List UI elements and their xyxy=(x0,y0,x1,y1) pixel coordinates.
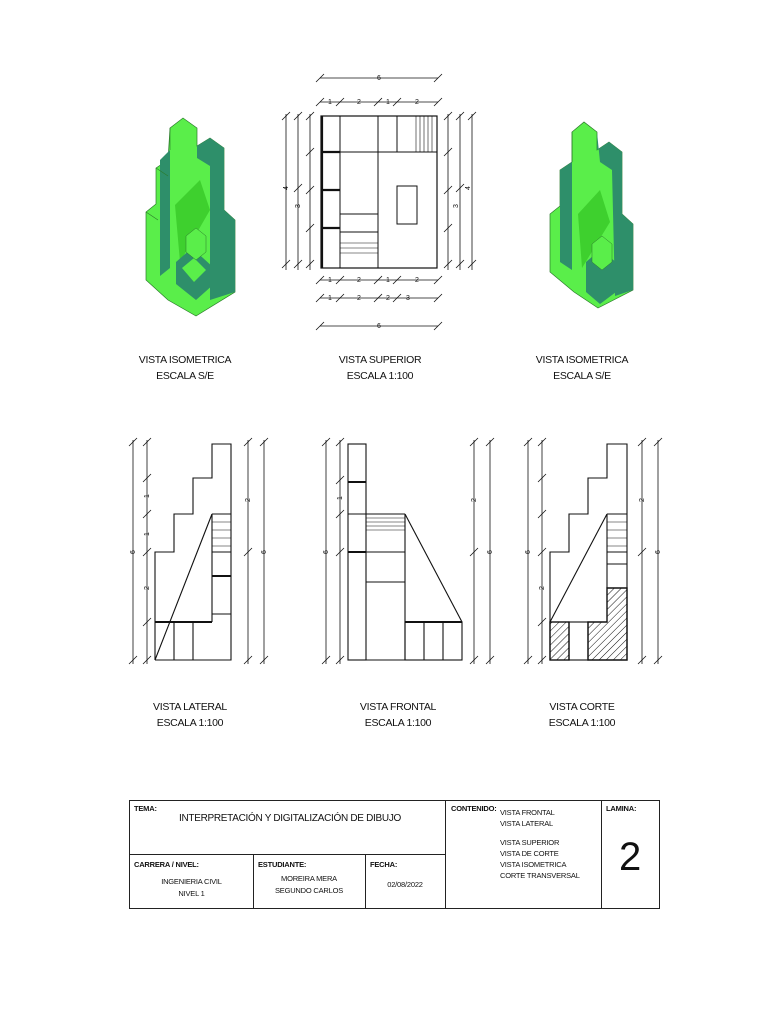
fecha-label: FECHA: xyxy=(370,860,398,869)
contenido-item: VISTA FRONTAL xyxy=(500,808,555,817)
dim-top-upper-1: 1 xyxy=(328,99,332,106)
caption-top-scale: ESCALA 1:100 xyxy=(346,370,414,382)
dim-section-right-total: 6 xyxy=(655,550,662,554)
dim-left-3: 3 xyxy=(295,204,302,208)
caption-front-scale: ESCALA 1:100 xyxy=(364,717,432,729)
lateral-view xyxy=(155,444,231,660)
dim-top-lower-b-3: 2 xyxy=(386,295,390,302)
caption-section-scale: ESCALA 1:100 xyxy=(548,717,616,729)
dim-top-upper-3: 1 xyxy=(386,99,390,106)
dim-right-4: 4 xyxy=(465,186,472,190)
caption-iso-right-title: VISTA ISOMETRICA xyxy=(535,354,629,366)
dim-top-lower-b-1: 1 xyxy=(328,295,332,302)
caption-top-title: VISTA SUPERIOR xyxy=(338,354,422,366)
caption-front xyxy=(343,699,453,731)
title-block xyxy=(129,800,660,909)
nivel-name: NIVEL 1 xyxy=(178,889,205,898)
caption-iso-right xyxy=(527,352,637,384)
tema-value: INTERPRETACIÓN Y DIGITALIZACIÓN DE DIBUJO xyxy=(179,813,401,824)
caption-section-title: VISTA CORTE xyxy=(549,701,615,713)
dim-top-bottom-total: 6 xyxy=(377,323,381,330)
fecha-value: 02/08/2022 xyxy=(387,880,423,889)
dim-lateral-part-3: 1 xyxy=(144,532,151,536)
contenido-label: CONTENIDO: xyxy=(451,804,497,813)
dim-top-upper-4: 2 xyxy=(415,99,419,106)
lamina-label: LAMINA: xyxy=(606,804,637,813)
carrera-label: CARRERA / NIVEL: xyxy=(134,860,199,869)
caption-iso-left xyxy=(130,352,240,384)
dim-top-upper-2: 2 xyxy=(357,99,361,106)
dim-top-lower-a-2: 2 xyxy=(357,277,361,284)
dim-left-4: 4 xyxy=(283,186,290,190)
contenido-item: VISTA DE CORTE xyxy=(500,849,559,858)
carrera-name: INGENIERIA CIVIL xyxy=(161,877,222,886)
caption-side-scale: ESCALA 1:100 xyxy=(156,717,224,729)
frontal-view xyxy=(348,444,462,660)
dim-top-lower-a-3: 1 xyxy=(386,277,390,284)
contenido-list xyxy=(500,807,580,881)
dim-frontal-part: 1 xyxy=(337,496,344,500)
contenido-item: CORTE TRANSVERSAL xyxy=(500,871,580,880)
caption-section xyxy=(527,699,637,731)
dim-section-right-part: 2 xyxy=(639,498,646,502)
dim-top-lower-a-1: 1 xyxy=(328,277,332,284)
caption-side-title: VISTA LATERAL xyxy=(153,701,227,713)
dim-lateral-total: 6 xyxy=(130,550,137,554)
dim-frontal-right-part: 2 xyxy=(471,498,478,502)
caption-front-title: VISTA FRONTAL xyxy=(359,701,437,713)
dim-section-total: 6 xyxy=(525,550,532,554)
estudiante-line-1: MOREIRA MERA xyxy=(281,874,337,883)
caption-side xyxy=(135,699,245,731)
dim-right-3: 3 xyxy=(453,204,460,208)
contenido-item: VISTA LATERAL xyxy=(500,819,553,828)
caption-iso-left-title: VISTA ISOMETRICA xyxy=(138,354,232,366)
tema-label: TEMA: xyxy=(134,804,157,813)
lateral-view-dimensions xyxy=(129,438,268,664)
carrera-value xyxy=(130,876,253,900)
dim-top-lower-b-4: 3 xyxy=(406,295,410,302)
dim-top-lower-a-4: 2 xyxy=(415,277,419,284)
contenido-item: VISTA SUPERIOR xyxy=(500,838,560,847)
estudiante-line-2: SEGUNDO CARLOS xyxy=(274,886,344,895)
isometric-view-left xyxy=(146,118,235,316)
contenido-item: VISTA ISOMETRICA xyxy=(500,860,567,869)
estudiante-label: ESTUDIANTE: xyxy=(258,860,307,869)
top-view-dimensions xyxy=(282,74,476,330)
section-view xyxy=(550,444,627,660)
caption-top xyxy=(325,352,435,384)
dim-frontal-right-total: 6 xyxy=(487,550,494,554)
dim-lateral-right-total: 6 xyxy=(261,550,268,554)
dim-top-lower-b-2: 2 xyxy=(357,295,361,302)
lamina-number: 2 xyxy=(618,835,642,879)
caption-iso-left-scale: ESCALA S/E xyxy=(156,370,214,382)
elevation-dimension-text xyxy=(130,494,662,590)
caption-iso-right-scale: ESCALA S/E xyxy=(553,370,611,382)
dim-lateral-part-1: 2 xyxy=(144,586,151,590)
dim-lateral-part-2: 1 xyxy=(144,494,151,498)
dim-lateral-right-part: 2 xyxy=(245,498,252,502)
estudiante-value xyxy=(253,873,365,897)
dim-frontal-total: 6 xyxy=(323,550,330,554)
top-view-plan xyxy=(321,116,437,268)
isometric-view-right xyxy=(550,122,633,308)
dim-top-total: 6 xyxy=(377,75,381,82)
dim-section-part: 2 xyxy=(539,586,546,590)
